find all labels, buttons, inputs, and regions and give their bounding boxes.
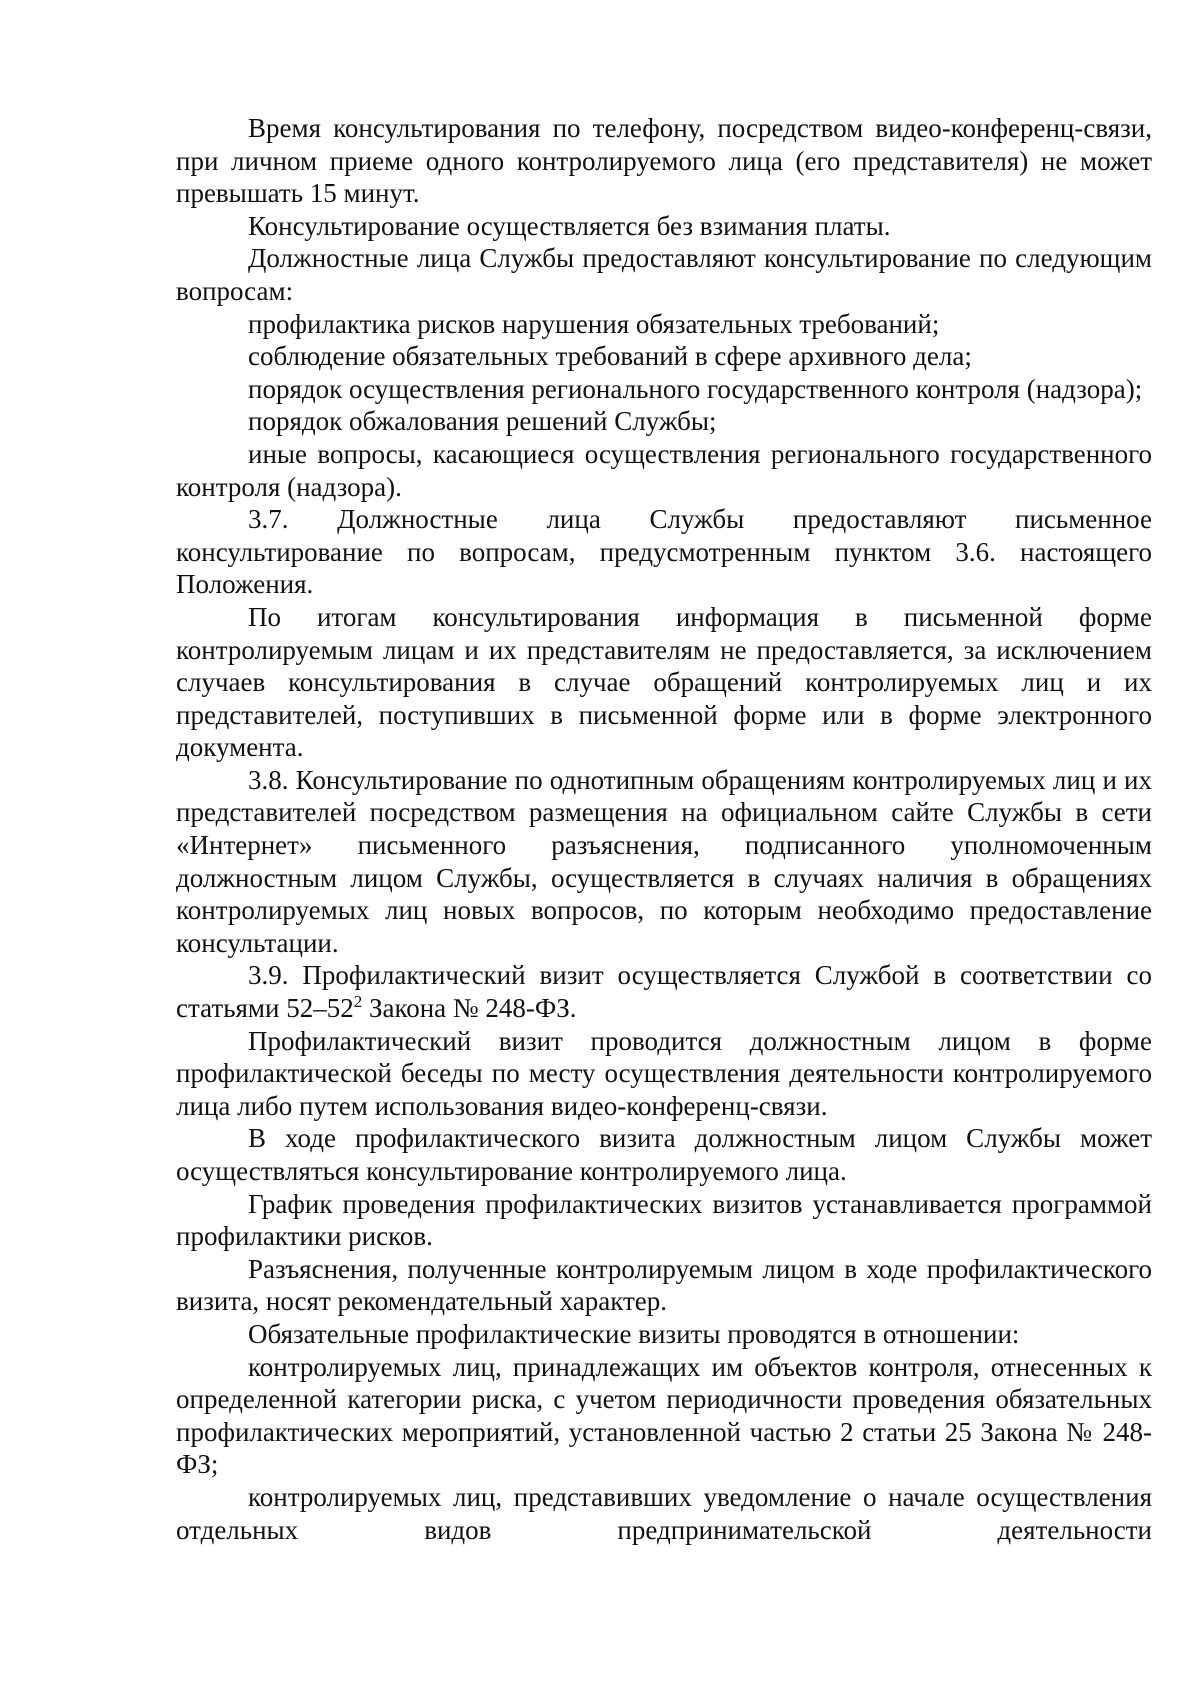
- paragraph-3-9-tail: Закона № 248-ФЗ.: [362, 993, 577, 1024]
- paragraph-consult-topics-intro: Должностные лица Службы предоставляют консультирование по следующим вопросам:: [176, 243, 1152, 306]
- article-superscript: 2: [353, 992, 363, 1012]
- paragraph-written-form: По итогам консультирования информация в письменной форме контролируемым лицам и их представителям не предоставляется, за исключением случаев консультирования в случае обращений контролируемых лиц и их представителей, поступивших в письменной форме или в форме электронного документа.: [176, 601, 1152, 763]
- paragraph-consult-time: Время консультирования по телефону, посредством видео-конференц-связи, при личном приеме одного контролируемого лица (его представителя) не может превышать 15 минут.: [176, 113, 1152, 209]
- list-item-control-procedure: порядок осуществления регионального государственного контроля (надзора);: [248, 373, 1143, 404]
- list-item-risk-prevention: профилактика рисков нарушения обязательных требований;: [248, 308, 940, 339]
- list-item-other-questions: иные вопросы, касающиеся осуществления регионального государственного контроля (надзора).: [176, 438, 1152, 502]
- paragraph-3-9-text: 3.9. Профилактический визит осуществляется Службой в соответствии со статьями 52–52: [176, 960, 1152, 1024]
- list-item-risk-category: контролируемых лиц, принадлежащих им объектов контроля, отнесенных к определенной категории риска, с учетом периодичности проведения обязательных профилактических мероприятий, установленной частью 2 статьи 25 Закона № 248-ФЗ;: [176, 1351, 1152, 1480]
- paragraph-3-8: 3.8. Консультирование по однотипным обращениям контролируемых лиц и их представителей посредством размещения на официальном сайте Службы в сети «Интернет» письменного разъяснения, подписанного уполномоченным должностным лицом Службы, осуществляется в случаях наличия в обращениях контролируемых лиц новых вопросов, по которым необходимо предоставление консультации.: [176, 764, 1152, 958]
- list-item-notification: контролируемых лиц, представивших уведомление о начале осуществления отдельных видов предпринимательской деятельности: [176, 1481, 1152, 1545]
- paragraph-3-7: 3.7. Должностные лица Службы предоставляют письменное консультирование по вопросам, предусмотренным пунктом 3.6. настоящего Положения.: [176, 504, 1152, 600]
- paragraph-visit-recommendations: Разъяснения, полученные контролируемым лицом в ходе профилактического визита, носят рекомендательный характер.: [176, 1253, 1152, 1317]
- paragraph-mandatory-visits-intro: Обязательные профилактические визиты проводятся в отношении:: [248, 1318, 1020, 1349]
- list-item-appeal-procedure: порядок обжалования решений Службы;: [248, 406, 717, 437]
- list-item-archive-compliance: соблюдение обязательных требований в сфере архивного дела;: [248, 341, 972, 372]
- paragraph-free-of-charge: Консультирование осуществляется без взимания платы.: [248, 210, 891, 241]
- paragraph-visit-schedule: График проведения профилактических визитов устанавливается программой профилактики рисков.: [176, 1188, 1152, 1252]
- paragraph-visit-form: Профилактический визит проводится должностным лицом в форме профилактической беседы по месту осуществления деятельности контролируемого лица либо путем использования видео-конференц-связи.: [176, 1025, 1152, 1121]
- paragraph-3-9: [176, 959, 1152, 1024]
- paragraph-visit-consulting: В ходе профилактического визита должностным лицом Службы может осуществляться консультирование контролируемого лица.: [176, 1123, 1152, 1186]
- document-body: [176, 112, 1152, 1546]
